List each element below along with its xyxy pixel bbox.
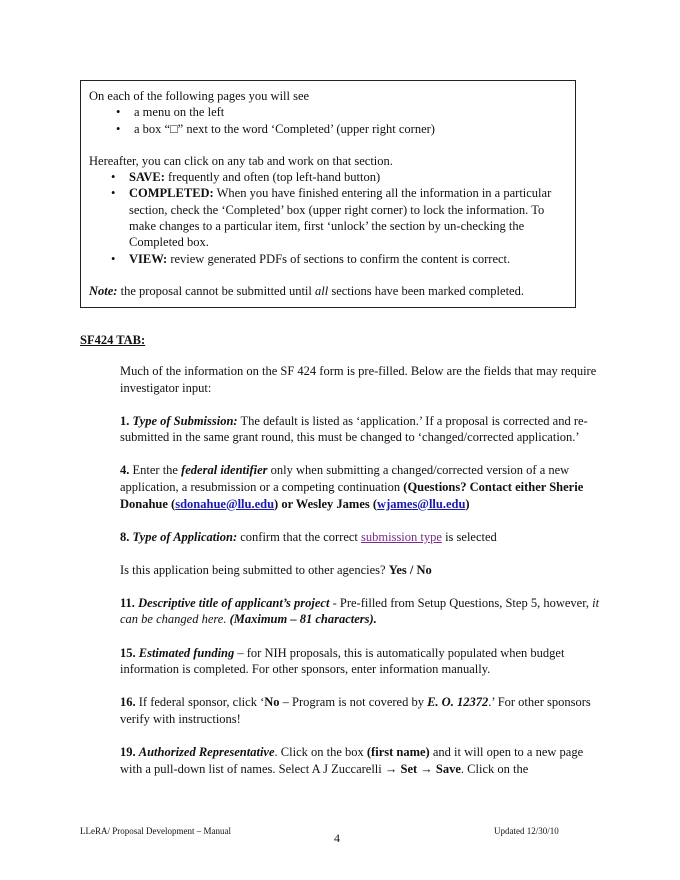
section-title: SF424 TAB: (80, 333, 146, 347)
list-item: • VIEW: review generated PDFs of sections to confirm the content is correct. (111, 251, 511, 266)
item-16: 16. If federal sponsor, click ‘No – Program is not covered by E. O. 12372.’ For other sponsors verify with instructions! (120, 695, 591, 726)
email-link-sdonahue[interactable]: sdonahue@llu.edu (175, 496, 275, 511)
submission-type-link[interactable]: submission type (361, 529, 442, 544)
item-19: 19. Authorized Representative. Click on the box (first name) and it will open to a new page with a pull-down list of names. Select A J Zuccarelli → Set → Save. Click on the (120, 744, 584, 776)
item-15: 15. Estimated funding – for NIH proposals, this is automatically populated when budget information is completed. For other sponsors, enter information manually. (120, 645, 565, 677)
page-number: 4 (334, 831, 340, 845)
list-item: • a menu on the left (116, 105, 225, 120)
other-agencies: Is this application being submitted to other agencies? Yes / No (120, 562, 432, 577)
footer-left: LLeRA/ Proposal Development – Manual (80, 826, 231, 836)
footer-right: Updated 12/30/10 (494, 826, 559, 836)
box-list-2 (89, 169, 567, 267)
item-4: 4. Enter the federal identifier only when submitting a changed/corrected version of a new application, a resubmission or a competing continuation (Questions? Contact either Sherie Donahue (sdonahue@llu.edu) or Wesley James (wjames@llu.edu) (120, 463, 584, 511)
item-1: 1. Type of Submission: The default is listed as ‘application.’ If a proposal is corrected and re-submitted in the same grant round, this must be changed to ‘changed/corrected application.’ (120, 413, 588, 445)
email-link-wjames[interactable]: wjames@llu.edu (377, 496, 466, 511)
list-item: • a box “□” next to the word ‘Completed’ (upper right corner) (116, 121, 435, 136)
item-8: 8. Type of Application: confirm that the correct submission type is selected (120, 529, 497, 544)
instructions-box (80, 80, 576, 308)
item-11: 11. Descriptive title of applicant’s project - Pre-filled from Setup Questions, Step 5, however, it can be changed here. (Maximum – 81 characters). (120, 595, 600, 627)
list-item: • SAVE: frequently and often (top left-hand button) (111, 170, 381, 185)
list-item: • COMPLETED: When you have finished entering all the information in a particular section, check the ‘Completed’ box (upper right corner) to lock the information. To make changes to a particular item, first ‘unlock’ the section by un-checking the Completed box. (111, 186, 552, 250)
sf424-content (120, 363, 606, 794)
box-note: Note: the proposal cannot be submitted until all sections have been marked completed. (89, 283, 524, 298)
box-intro: On each of the following pages you will see (89, 89, 310, 103)
content-intro: Much of the information on the SF 424 form is pre-filled. Below are the fields that may require investigator input: (120, 364, 597, 395)
box-list-1 (89, 104, 567, 137)
box-hereafter: Hereafter, you can click on any tab and work on that section. (89, 153, 393, 168)
